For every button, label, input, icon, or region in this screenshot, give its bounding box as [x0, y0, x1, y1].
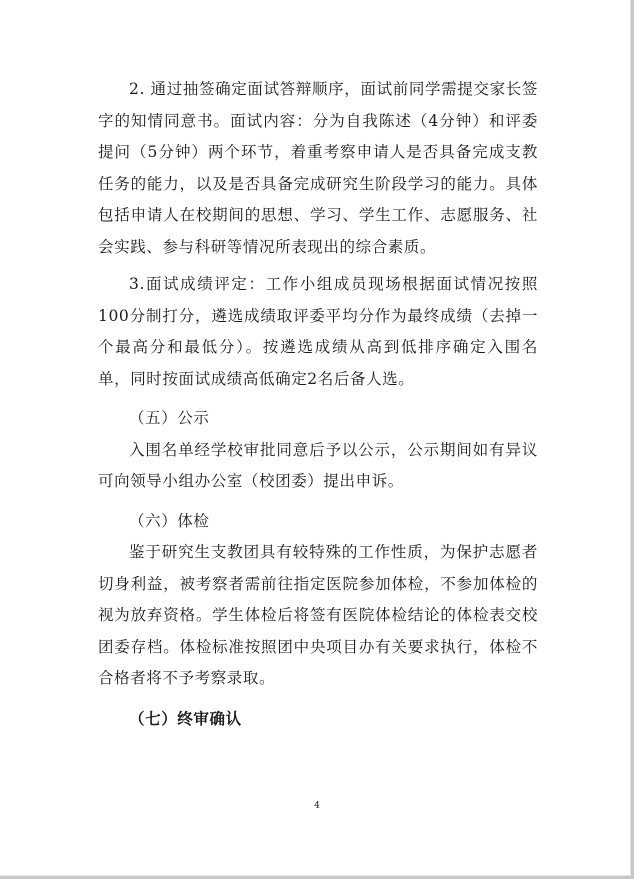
- page-number: 4: [314, 801, 320, 811]
- section-heading-publicity: （五）公示: [129, 409, 210, 427]
- paragraph-interview-scoring: 3.面试成绩评定：工作小组成员现场根据面试情况按照100分制打分，遴选成绩取评委平均分作为最终成绩（去掉一个最高分和最低分）。按遴选成绩从高到低排序确定入围名单，同时按面试成绩高低确定2名后备人选。: [98, 275, 538, 388]
- paragraph-publicity: 入围名单经学校审批同意后予以公示，公示期间如有异议可向领导小组办公室（校团委）提出申诉。: [98, 440, 538, 490]
- section-heading-medical-exam: （六）体检: [129, 511, 210, 530]
- paragraph-interview-procedure: 2. 通过抽签确定面试答辩顺序，面试前同学需提交家长签字的知情同意书。面试内容：分为自我陈述（4分钟）和评委提问（5分钟）两个环节，着重考察申请人是否具备完成支教任务的能力，以及是否具备完成研究生阶段学习的能力。具体包括申请人在校期间的思想、学习、学生工作、志愿服务、社会实践、参与科研等情况所表现出的综合素质。: [98, 80, 538, 256]
- paragraph-medical-exam: 鉴于研究生支教团具有较特殊的工作性质，为保护志愿者切身利益，被考察者需前往指定医院参加体检，不参加体检的视为放弃资格。学生体检后将签有医院体检结论的体检表交校团委存档。体检标准按照团中央项目办有关要求执行，体检不合格者将不予考察录取。: [98, 543, 538, 687]
- document-body: [98, 74, 538, 734]
- section-heading-final-review: （七）终审确认: [129, 708, 242, 728]
